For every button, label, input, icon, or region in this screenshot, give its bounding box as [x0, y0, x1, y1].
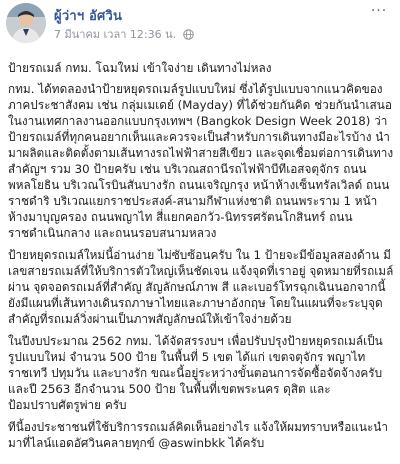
post-timestamp[interactable]: 7 มีนาคม เวลา 12:36 น.	[54, 28, 177, 41]
author-name[interactable]: ผู้ว่าฯ อัศวิน	[54, 9, 123, 24]
post-headline: ป้ายรถเมล์ กทม. โฉมใหม่ เข้าใจง่าย เดินทางไม่หลง	[8, 61, 272, 75]
post-header	[0, 0, 400, 48]
avatar-photo-icon	[6, 3, 46, 43]
globe-icon[interactable]	[183, 29, 194, 43]
more-options-icon[interactable]: ···	[370, 3, 388, 19]
post-paragraph: ทีนี้องประชาชนที่ใช้บริการรถเมล์คิดเห็นอย่างไร แจ้งให้ผมทราบหรือแนะนำมาที่ไลน์แอดอัศวินคลายทุกข์ @aswinbkk ได้ครับ	[8, 420, 388, 450]
post-paragraph: กทม. ได้ทดลองนำป้ายหยุดรถเมล์รูปแบบใหม่ ซึ่งได้รูปแบบจากแนวคิดของภาคประชาสังคม เช่น กลุ่มเมเดย์ (Mayday) ที่ได้ช่วยกันคิด ช่วยกันนำเสนอ ในงานเทศกาลงานออกแบบกรุงเทพฯ (Bangkok Design Week 2018) ว่าป้ายรถเมล์ที่ทุกคนอยากเห็นและควรจะเป็นสำหรับการเดินทางมีอะไรบ้าง นำมาผลิตและติดตั้งตามเส้นทางรถไฟฟ้าสายสีเขียว และจุดเชื่อมต่อการเดินทางสำคัญฯ รวม 30 ป้ายครับ เช่น บริเวณสถานีรถไฟฟ้าบีทีเอสจตุจักร ถนนพหลโยธิน บริเวณโรบินสันบางรัก ถนนเจริญกรุง หน้าห้างเซ็นทรัลเวิลด์ ถนนราชดำริ บริเวณแยกราชประสงค์-สนามกีฬาแห่งชาติ ถนนพระราม 1 หน้าห้างมาบุญครอง ถนนพญาไท สี่แยกคอกวัว-นิทรรศรัตนโกสินทร์ ถนนราชดำเนินกลาง และถนนรอบสนามหลวง	[8, 82, 394, 240]
post-paragraph: ในปีงบประมาณ 2562 กทม. ได้จัดสรรงบฯ เพื่อปรับปรุงป้ายหยุดรถเมล์เป็นรูปแบบใหม่ จำนวน 500 ป้าย ในพื้นที่ 5 เขต ได้แก่ เขตจตุจักร พญาไท ราชเทวี ปทุมวัน และบางรัก ขณะนี้อยู่ระหว่างขั้นตอนการจัดซื้อจัดจ้างครับ และปี 2563 อีกจำนวน 500 ป้าย ในพื้นที่เขตพระนคร ดุสิต และป้อมปราบศัตรูพ่าย ครับ	[8, 334, 383, 412]
post-meta	[54, 25, 194, 43]
post-paragraph: ป้ายหยุดรถเมล์ใหม่นี้อ่านง่าย ไม่ซับซ้อนครับ ใน 1 ป้ายจะมีข้อมูลสองด้าน มีเลขสายรถเมล์ที่ให้บริการตัวใหญ่เห็นชัดเจน แจ้งจุดที่เราอยู่ จุดหมายที่รถเมล์ผ่าน จุดจอดรถเมล์ที่สำคัญ สัญลักษณ์ภาพ สี และเบอร์โทรฉุกเฉินนอกจากนี้ยังมีแผนที่เส้นทางเดินรถภาษาไทยและภาษาอังกฤษ โดยในแผนที่จะระบุจุดสำคัญที่รถเมล์วิ่งผ่านเป็นภาพสัญลักษณ์ให้เข้าใจง่ายด้วย	[8, 248, 394, 326]
avatar[interactable]	[6, 3, 46, 43]
post-text	[8, 60, 394, 457]
